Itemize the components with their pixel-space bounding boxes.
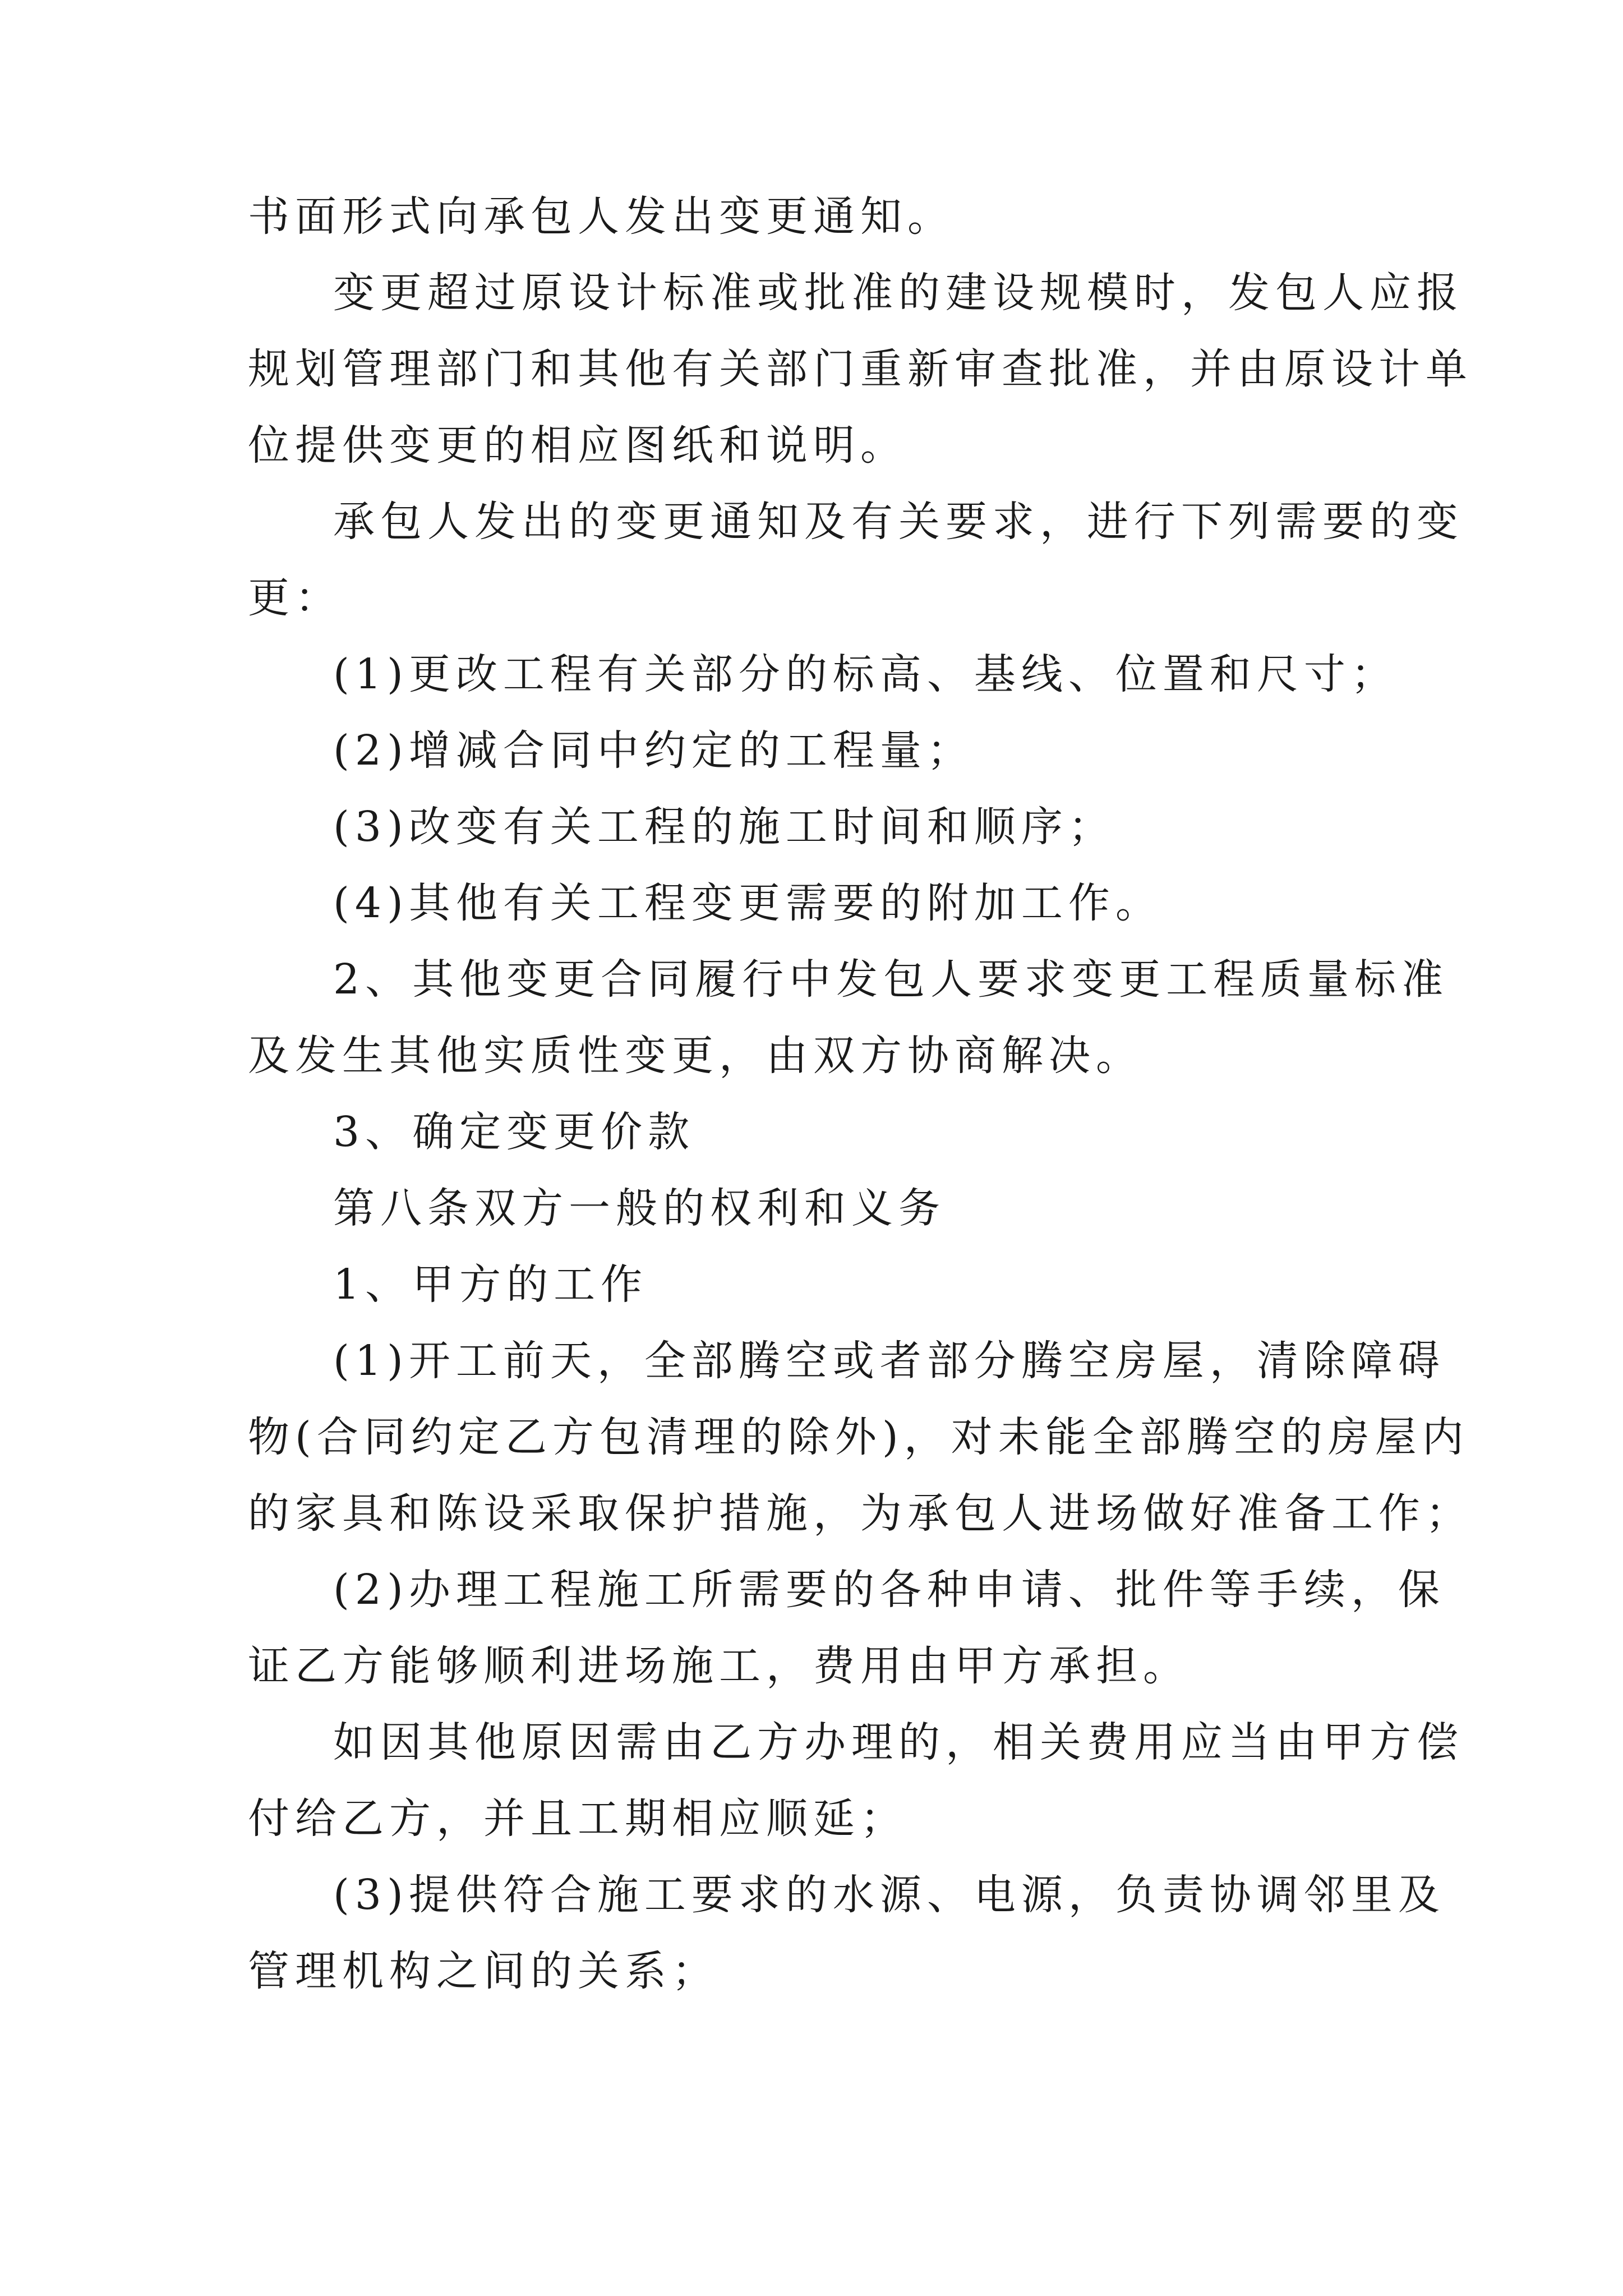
list-item: (3)改变有关工程的施工时间和顺序；: [333, 803, 1115, 851]
list-item: (1)开工前天，全部腾空或者部分腾空房屋，清除障碍: [333, 1337, 1445, 1385]
text-line: 付给乙方，并且工期相应顺延；: [248, 1795, 907, 1843]
list-item: (4)其他有关工程变更需要的附加工作。: [333, 879, 1163, 927]
text-line: 规划管理部门和其他有关部门重新审查批准，并由原设计单: [248, 345, 1473, 393]
text-line: 变更超过原设计标准或批准的建设规模时，发包人应报: [333, 269, 1464, 317]
text-line: 如因其他原因需由乙方办理的，相关费用应当由甲方偿: [333, 1718, 1464, 1766]
text-line: 书面形式向承包人发出变更通知。: [248, 192, 955, 241]
document-body: [248, 178, 1473, 2009]
list-item: (2)办理工程施工所需要的各种申请、批件等手续，保: [333, 1566, 1445, 1614]
list-item: (3)提供符合施工要求的水源、电源，负责协调邻里及: [333, 1871, 1445, 1919]
text-line: 证乙方能够顺利进场施工，费用由甲方承担。: [248, 1642, 1190, 1690]
section-heading: 3、确定变更价款: [333, 1108, 695, 1156]
text-line: 2、其他变更合同履行中发包人要求变更工程质量标准: [333, 955, 1449, 1004]
text-line: 管理机构之间的关系；: [248, 1947, 719, 1995]
list-item: (1)更改工程有关部分的标高、基线、位置和尺寸；: [333, 650, 1398, 698]
text-line: 更：: [248, 574, 342, 622]
text-line: 承包人发出的变更通知及有关要求，进行下列需要的变: [333, 498, 1464, 546]
section-heading: 1、甲方的工作: [333, 1260, 648, 1309]
text-line: 及发生其他实质性变更，由双方协商解决。: [248, 1032, 1143, 1080]
list-item: (2)增减合同中约定的工程量；: [333, 726, 974, 775]
text-line: 物(合同约定乙方包清理的除外)，对未能全部腾空的房屋内: [248, 1413, 1469, 1461]
text-line: 的家具和陈设采取保护措施，为承包人进场做好准备工作；: [248, 1489, 1473, 1538]
text-line: 位提供变更的相应图纸和说明。: [248, 421, 907, 470]
article-heading: 第八条双方一般的权利和义务: [333, 1184, 946, 1232]
